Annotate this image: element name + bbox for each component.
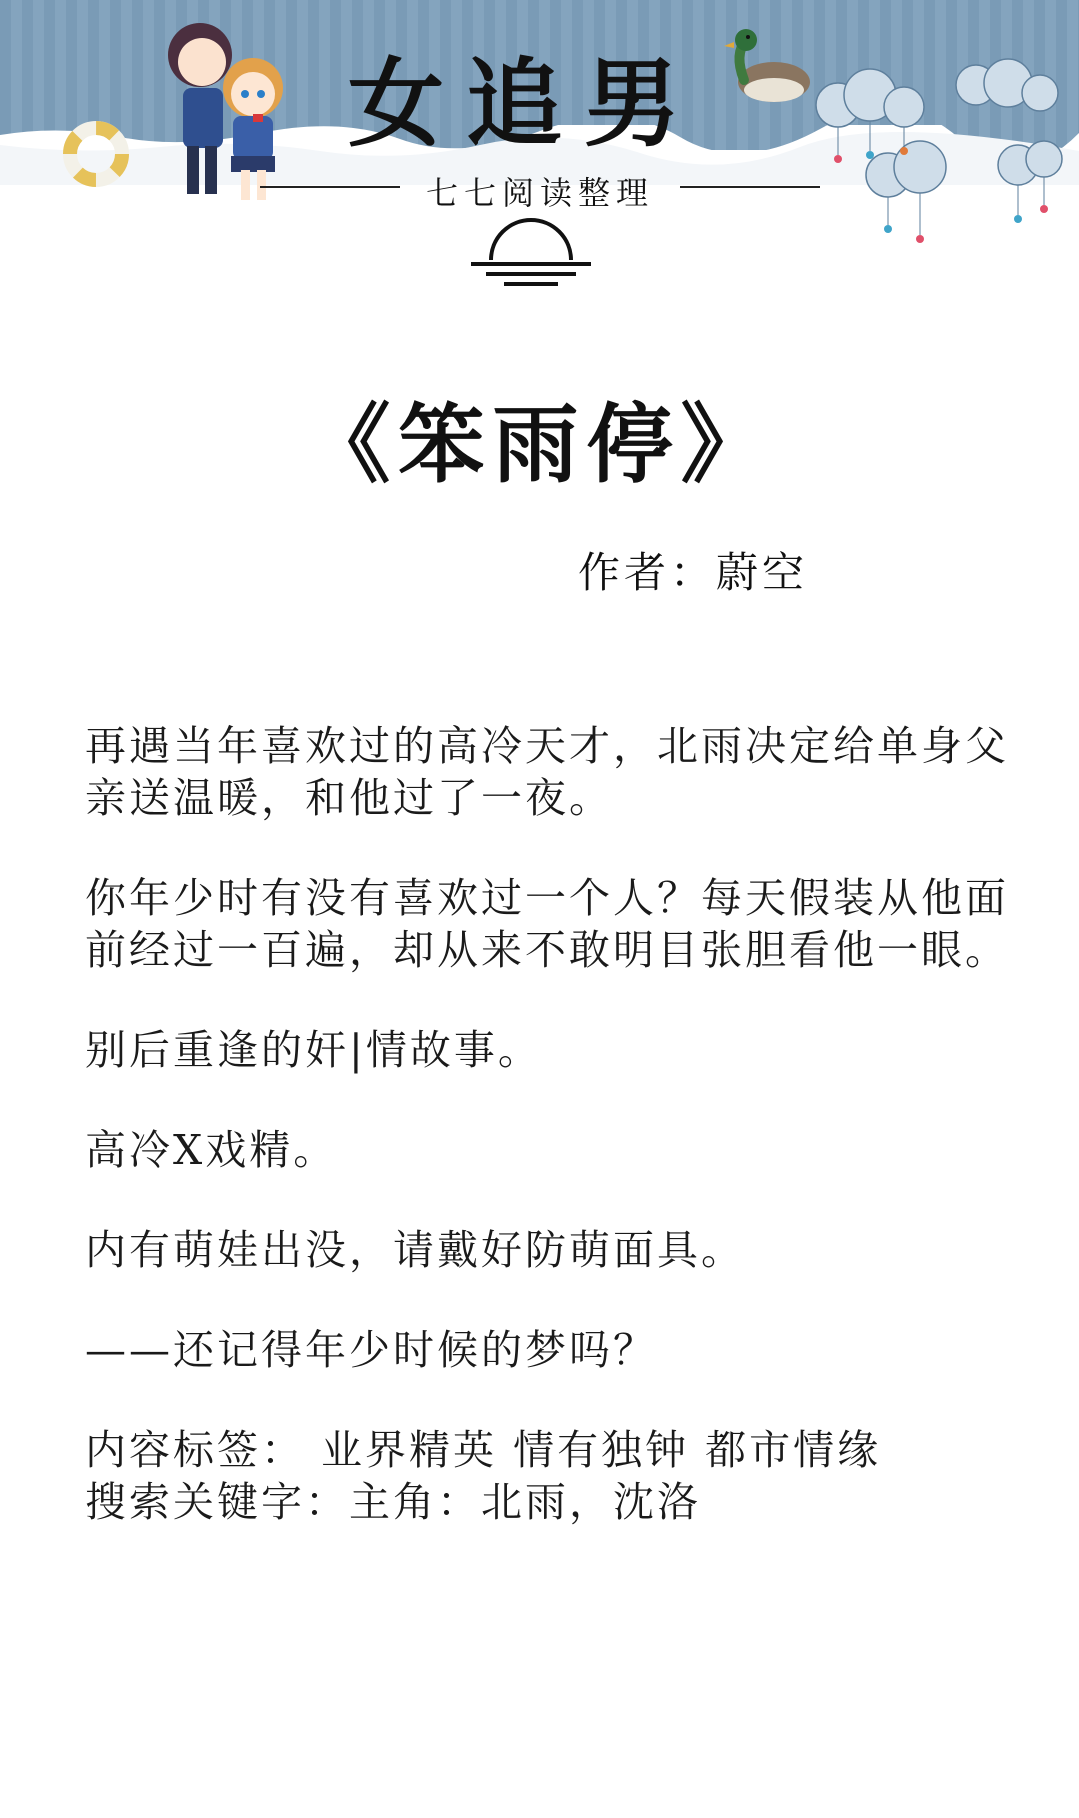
header-banner <box>0 0 1079 300</box>
blurb-paragraph: ——还记得年少时候的梦吗？ <box>85 1326 657 1374</box>
banner-title: 女追男 <box>348 48 702 160</box>
duck-icon <box>722 24 814 108</box>
search-keywords: 搜索关键字：主角：北雨，沈洛 <box>85 1478 701 1526</box>
subtitle-rule-left <box>260 186 400 188</box>
blurb-paragraph: 再遇当年喜欢过的高冷天才，北雨决定给单身父亲送温暖，和他过了一夜。 <box>85 722 1009 822</box>
blurb-paragraph: 内有萌娃出没，请戴好防萌面具。 <box>85 1226 745 1274</box>
yarn-cloud-icon <box>808 55 1068 255</box>
author-line: 作者：蔚空 <box>578 548 809 597</box>
sunset-icon <box>466 212 596 288</box>
blurb-paragraph: 别后重逢的奸|情故事。 <box>85 1026 542 1074</box>
blurb-paragraph: 你年少时有没有喜欢过一个人？每天假装从他面前经过一百遍，却从来不敢明目张胆看他一眼。 <box>85 874 1009 974</box>
banner-subtitle-line <box>260 166 820 212</box>
life-ring-icon <box>62 120 130 188</box>
blurb <box>85 720 1010 1528</box>
book-title: 《笨雨停》 <box>304 395 775 495</box>
blurb-paragraph: 高冷X戏精。 <box>85 1126 338 1174</box>
banner-subtitle: 七七阅读整理 <box>425 174 654 212</box>
content-tags: 内容标签： 业界精英 情有独钟 都市情缘 <box>85 1426 882 1474</box>
subtitle-rule-right <box>680 186 820 188</box>
